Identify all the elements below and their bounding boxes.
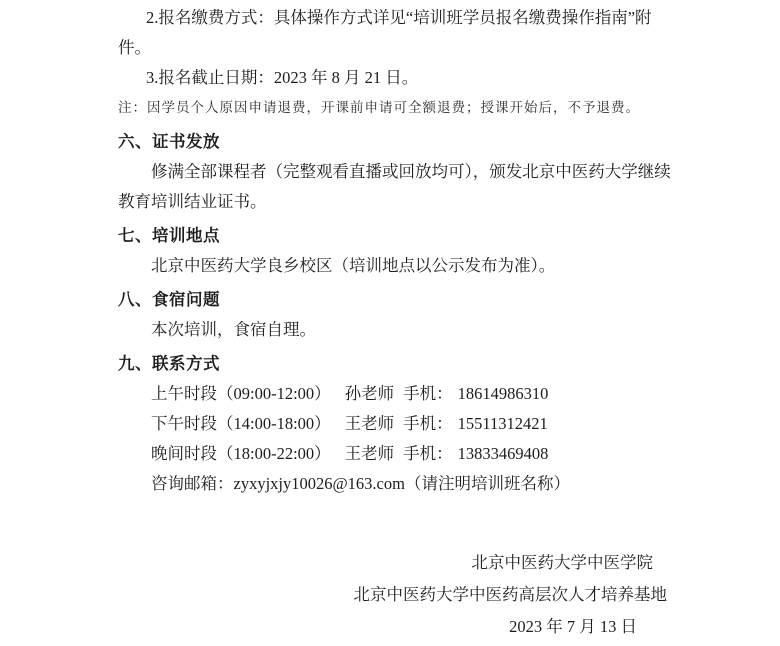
contact-teacher: 王老师 bbox=[344, 414, 395, 433]
section-heading-board: 八、食宿问题 bbox=[118, 290, 220, 309]
signature-org-college: 北京中医药大学中医学院 bbox=[471, 553, 653, 572]
signature-org-base: 北京中医药大学中医药高层次人才培养基地 bbox=[353, 585, 667, 604]
contact-time: （18:00-22:00） bbox=[217, 444, 331, 463]
contact-phone-number: 13833469408 bbox=[457, 444, 549, 463]
section-heading-contact: 九、联系方式 bbox=[118, 354, 220, 373]
contact-row-afternoon bbox=[118, 409, 667, 439]
contact-row-morning bbox=[118, 379, 667, 409]
contact-phone-label: 手机： bbox=[403, 414, 453, 433]
contact-time: （09:00-12:00） bbox=[217, 384, 331, 403]
contact-phone-label: 手机： bbox=[403, 444, 453, 463]
section-heading-location: 七、培训地点 bbox=[118, 226, 220, 245]
email-label: 咨询邮箱： bbox=[151, 474, 234, 493]
signature-block bbox=[118, 547, 667, 643]
location-body: 北京中医药大学良乡校区（培训地点以公示发布为准）。 bbox=[151, 256, 556, 275]
contact-period: 上午时段 bbox=[151, 384, 217, 403]
payment-method-line1: 2.报名缴费方式：具体操作方式详见“培训班学员报名缴费操作指南”附 bbox=[146, 8, 652, 27]
board-body: 本次培训，食宿自理。 bbox=[151, 320, 316, 339]
contact-time: （14:00-18:00） bbox=[217, 414, 331, 433]
contact-phone-label: 手机： bbox=[403, 384, 453, 403]
email-address: zyxyjxjy10026@163.com bbox=[233, 474, 405, 493]
contact-period: 晚间时段 bbox=[151, 444, 217, 463]
contact-teacher: 孙老师 bbox=[344, 384, 395, 403]
contact-phone-number: 15511312421 bbox=[457, 414, 548, 433]
contact-phone-number: 18614986310 bbox=[457, 384, 549, 403]
payment-method-line2: 件。 bbox=[118, 38, 151, 57]
refund-note: 注：因学员个人原因申请退费，开课前申请可全额退费；授课开始后，不予退费。 bbox=[118, 100, 640, 115]
contact-period: 下午时段 bbox=[151, 414, 217, 433]
section-heading-certificate: 六、证书发放 bbox=[118, 132, 220, 151]
signature-date: 2023 年 7 月 13 日 bbox=[509, 617, 637, 636]
registration-deadline: 3.报名截止日期：2023 年 8 月 21 日。 bbox=[146, 68, 419, 87]
contact-email-row bbox=[118, 469, 667, 499]
contact-teacher: 王老师 bbox=[344, 444, 395, 463]
contact-row-evening bbox=[118, 439, 667, 469]
email-suffix: （请注明培训班名称） bbox=[404, 474, 570, 493]
certificate-body-line1: 修满全部课程者（完整观看直播或回放均可），颁发北京中医药大学继续 bbox=[151, 162, 671, 181]
certificate-body-line2: 教育培训结业证书。 bbox=[118, 192, 267, 211]
